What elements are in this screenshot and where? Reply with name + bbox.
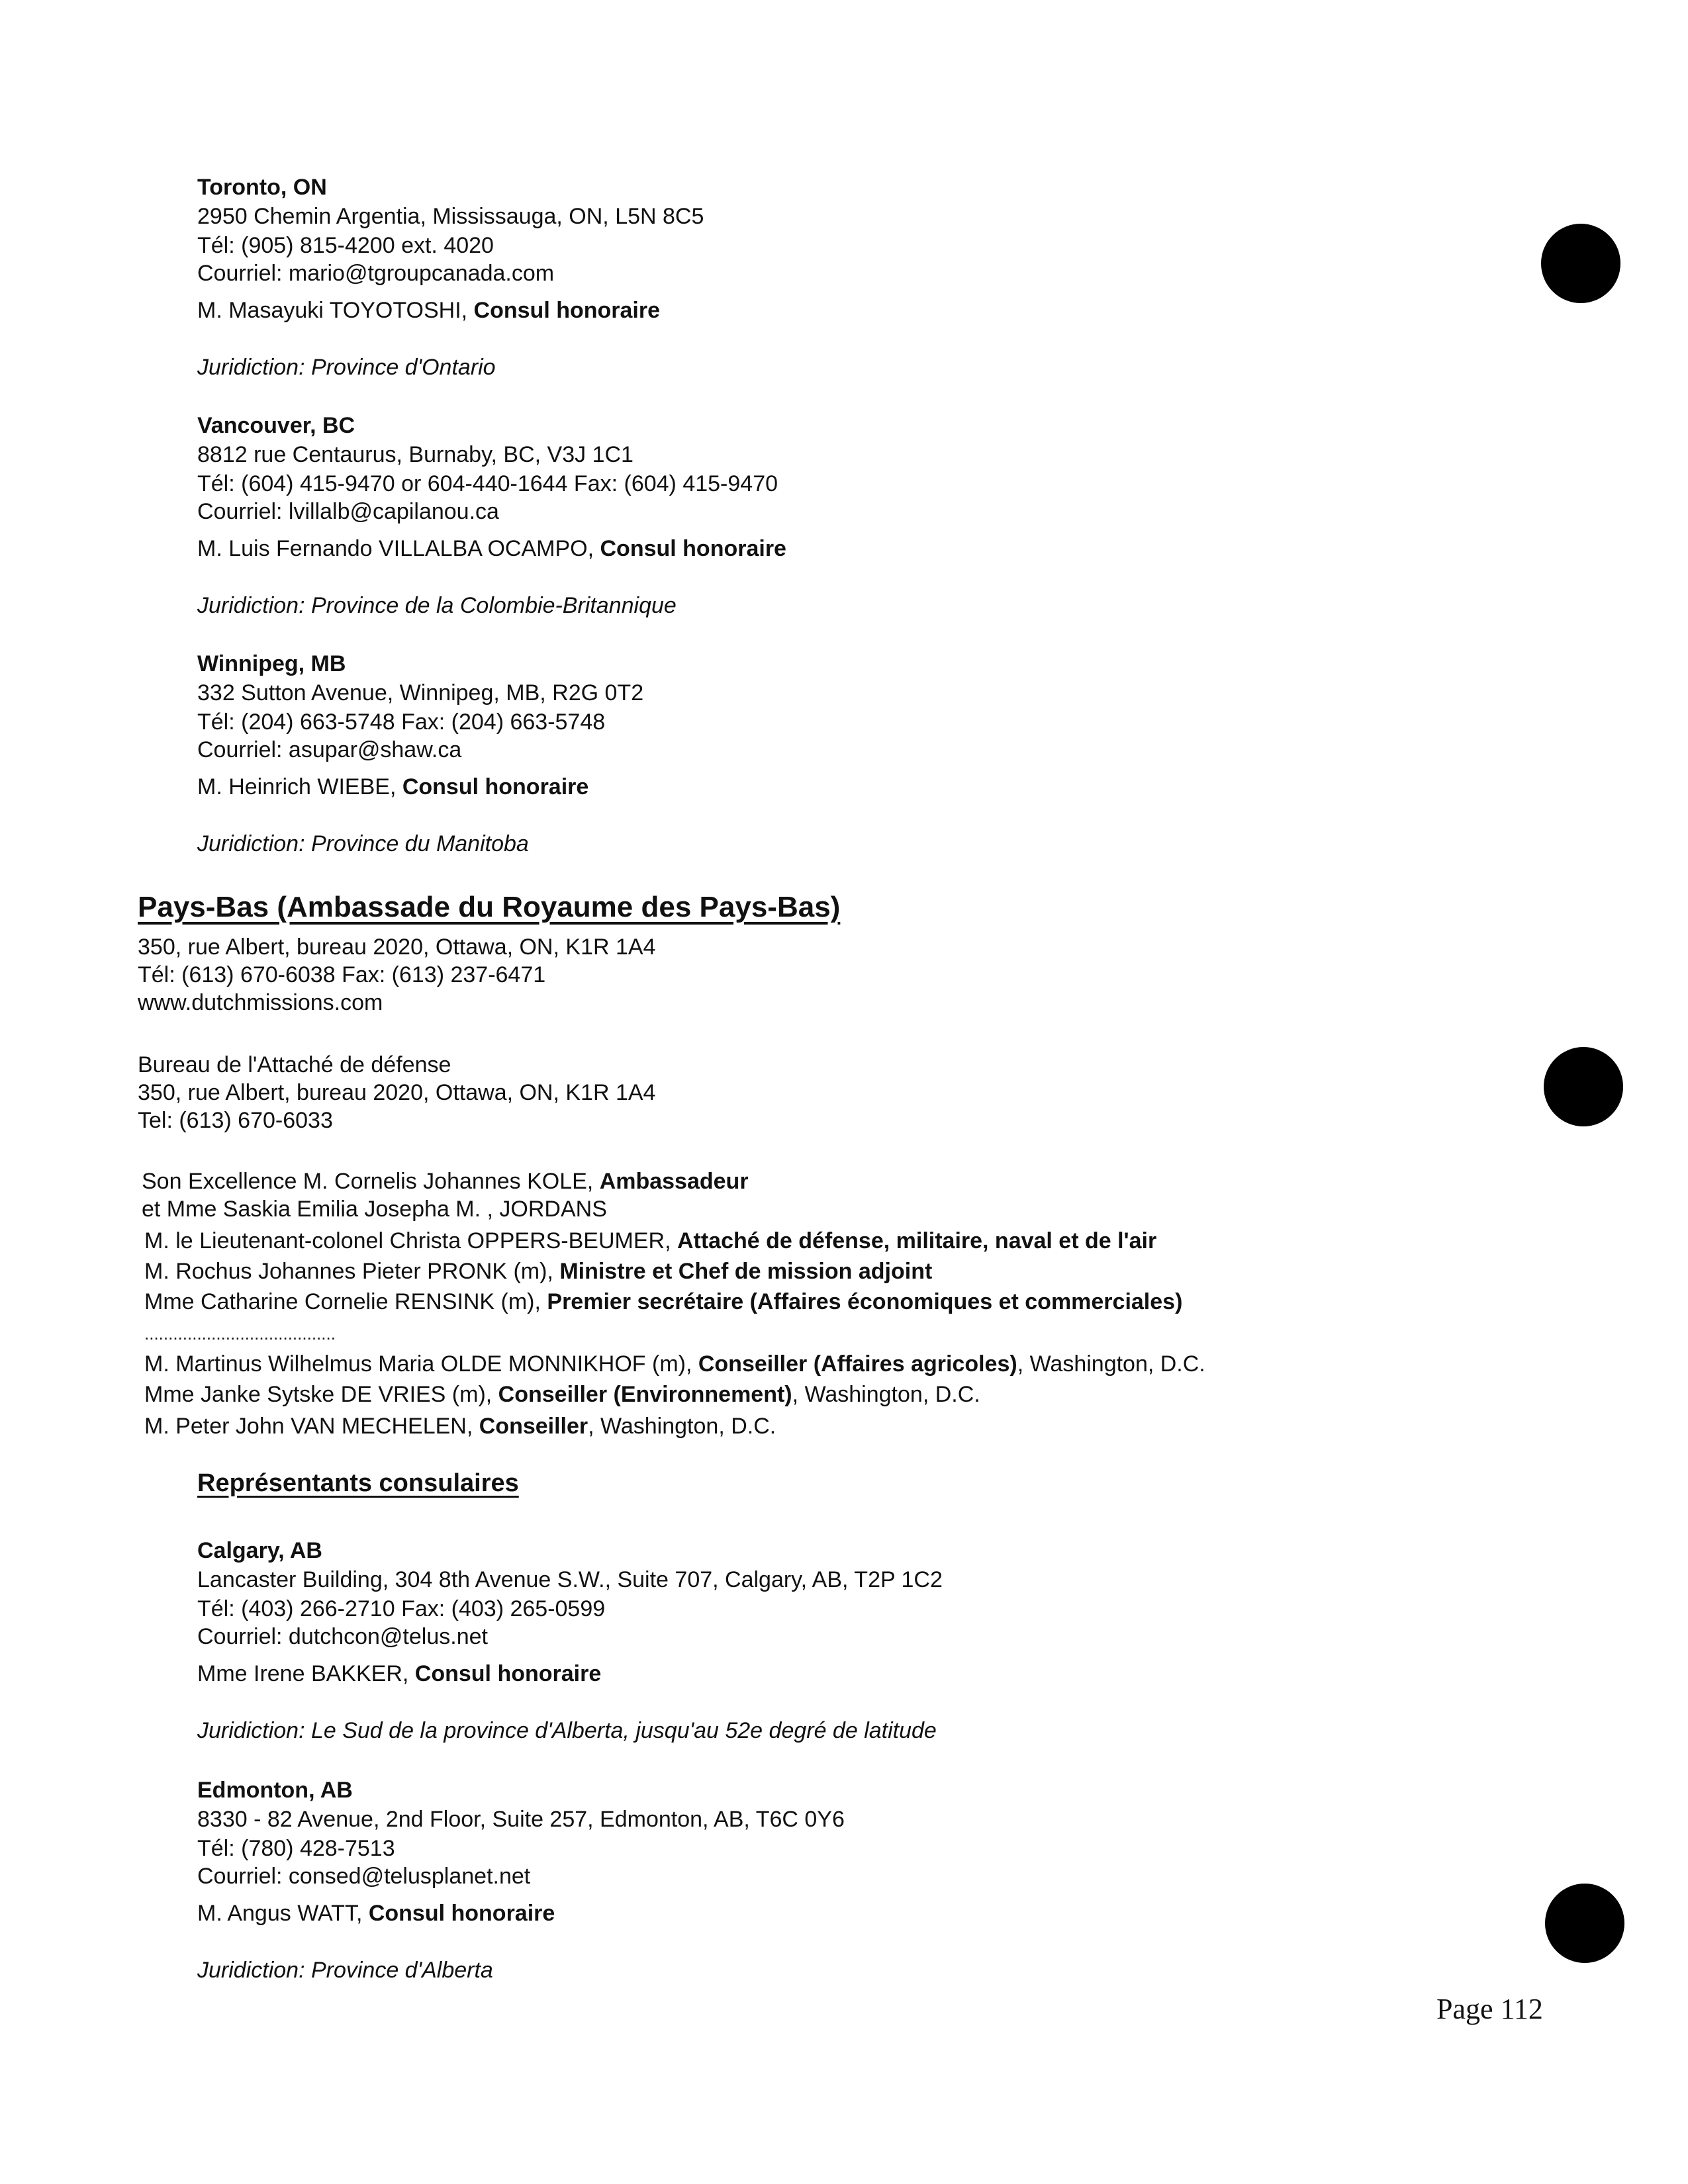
consulate-phone: Tél: (780) 428-7513 [197, 1836, 395, 1861]
staff-member-washington [144, 1350, 1205, 1378]
person-name: M. Heinrich WIEBE, [197, 774, 402, 799]
staff-member [142, 1167, 749, 1195]
consulate-city: Winnipeg, MB [197, 651, 346, 676]
staff-name: Mme Catharine Cornelie RENSINK (m), [144, 1289, 547, 1314]
consulate-city: Edmonton, AB [197, 1778, 353, 1803]
staff-title: Conseiller [479, 1414, 588, 1439]
embassy-heading: Pays-Bas (Ambassade du Royaume des Pays-Bas) [138, 891, 841, 923]
staff-title: Ministre et Chef de mission adjoint [559, 1259, 933, 1284]
person-title: Consul honoraire [368, 1901, 555, 1926]
staff-member [142, 1195, 607, 1223]
binder-hole-top [1541, 224, 1620, 303]
consulate-phone: Tél: (403) 266-2710 Fax: (403) 265-0599 [197, 1596, 606, 1621]
consulate-jurisdiction: Juridiction: Le Sud de la province d'Alberta, jusqu'au 52e degré de latitude [197, 1718, 937, 1743]
staff-name: M. Peter John VAN MECHELEN, [144, 1414, 479, 1439]
staff-title: Ambassadeur [599, 1169, 749, 1194]
consulate-person [197, 535, 786, 563]
consulate-address: 332 Sutton Avenue, Winnipeg, MB, R2G 0T2 [197, 680, 644, 705]
person-title: Consul honoraire [414, 1661, 602, 1686]
consulate-email: Courriel: dutchcon@telus.net [197, 1624, 488, 1649]
defense-office-phone: Tel: (613) 670-6033 [138, 1108, 333, 1133]
staff-member [144, 1288, 1182, 1316]
consulate-city: Vancouver, BC [197, 413, 355, 438]
defense-office-name: Bureau de l'Attaché de défense [138, 1052, 451, 1077]
staff-name: et Mme Saskia Emilia Josepha M. , JORDANS [142, 1197, 607, 1222]
staff-member-washington [144, 1412, 776, 1440]
consulate-email: Courriel: asupar@shaw.ca [197, 737, 462, 762]
consulate-address: 2950 Chemin Argentia, Mississauga, ON, L5N 8C5 [197, 204, 704, 229]
staff-name: M. Rochus Johannes Pieter PRONK (m), [144, 1259, 560, 1284]
separator-dots: ........................................ [144, 1324, 336, 1343]
staff-name: M. le Lieutenant-colonel Christa OPPERS-BEUMER, [144, 1228, 677, 1253]
binder-hole-middle [1544, 1047, 1623, 1126]
page-number: Page 112 [1436, 1993, 1543, 2025]
embassy-phone: Tél: (613) 670-6038 Fax: (613) 237-6471 [138, 962, 546, 987]
staff-name: Son Excellence M. Cornelis Johannes KOLE, [142, 1169, 600, 1194]
consulate-person [197, 1899, 555, 1927]
staff-name: Mme Janke Sytske DE VRIES (m), [144, 1382, 498, 1407]
consulate-jurisdiction: Juridiction: Province d'Alberta [197, 1958, 493, 1983]
consulate-address: 8330 - 82 Avenue, 2nd Floor, Suite 257, Edmonton, AB, T6C 0Y6 [197, 1807, 845, 1832]
staff-title: Premier secrétaire (Affaires économiques et commerciales) [547, 1289, 1183, 1314]
consulate-email: Courriel: lvillalb@capilanou.ca [197, 499, 499, 524]
staff-member-washington [144, 1381, 980, 1408]
staff-title: Conseiller (Affaires agricoles) [698, 1351, 1017, 1377]
embassy-address: 350, rue Albert, bureau 2020, Ottawa, ON, K1R 1A4 [138, 934, 656, 960]
staff-member [144, 1257, 932, 1285]
staff-title: Conseiller (Environnement) [498, 1382, 792, 1407]
person-name: M. Masayuki TOYOTOSHI, [197, 298, 474, 323]
person-name: M. Luis Fernando VILLALBA OCAMPO, [197, 536, 600, 561]
person-title: Consul honoraire [402, 774, 589, 799]
consulate-person [197, 1660, 601, 1688]
staff-location: , Washington, D.C. [1017, 1351, 1205, 1377]
staff-name: M. Martinus Wilhelmus Maria OLDE MONNIKHOF (m), [144, 1351, 698, 1377]
staff-location: , Washington, D.C. [792, 1382, 980, 1407]
consulate-phone: Tél: (604) 415-9470 or 604-440-1644 Fax: (604) 415-9470 [197, 471, 778, 496]
person-title: Consul honoraire [600, 536, 786, 561]
consulate-city: Calgary, AB [197, 1538, 322, 1563]
embassy-website: www.dutchmissions.com [138, 990, 383, 1015]
defense-office-address: 350, rue Albert, bureau 2020, Ottawa, ON, K1R 1A4 [138, 1080, 656, 1105]
person-name: Mme Irene BAKKER, [197, 1661, 415, 1686]
consulate-email: Courriel: consed@telusplanet.net [197, 1864, 531, 1889]
consulate-phone: Tél: (905) 815-4200 ext. 4020 [197, 233, 494, 258]
binder-hole-bottom [1545, 1884, 1624, 1963]
staff-title: Attaché de défense, militaire, naval et de l'air [677, 1228, 1157, 1253]
consulate-jurisdiction: Juridiction: Province d'Ontario [197, 355, 496, 380]
consulate-address: 8812 rue Centaurus, Burnaby, BC, V3J 1C1 [197, 442, 633, 467]
consular-heading: Représentants consulaires [197, 1469, 519, 1497]
consulate-jurisdiction: Juridiction: Province du Manitoba [197, 831, 529, 856]
consulate-email: Courriel: mario@tgroupcanada.com [197, 261, 555, 286]
consulate-person [197, 773, 588, 801]
consulate-city: Toronto, ON [197, 175, 327, 200]
consulate-jurisdiction: Juridiction: Province de la Colombie-Britannique [197, 593, 677, 618]
staff-location: , Washington, D.C. [588, 1414, 776, 1439]
consulate-phone: Tél: (204) 663-5748 Fax: (204) 663-5748 [197, 709, 606, 735]
person-name: M. Angus WATT, [197, 1901, 369, 1926]
person-title: Consul honoraire [473, 298, 661, 323]
consulate-person [197, 296, 660, 324]
staff-member [144, 1227, 1156, 1255]
consulate-address: Lancaster Building, 304 8th Avenue S.W., Suite 707, Calgary, AB, T2P 1C2 [197, 1567, 943, 1592]
